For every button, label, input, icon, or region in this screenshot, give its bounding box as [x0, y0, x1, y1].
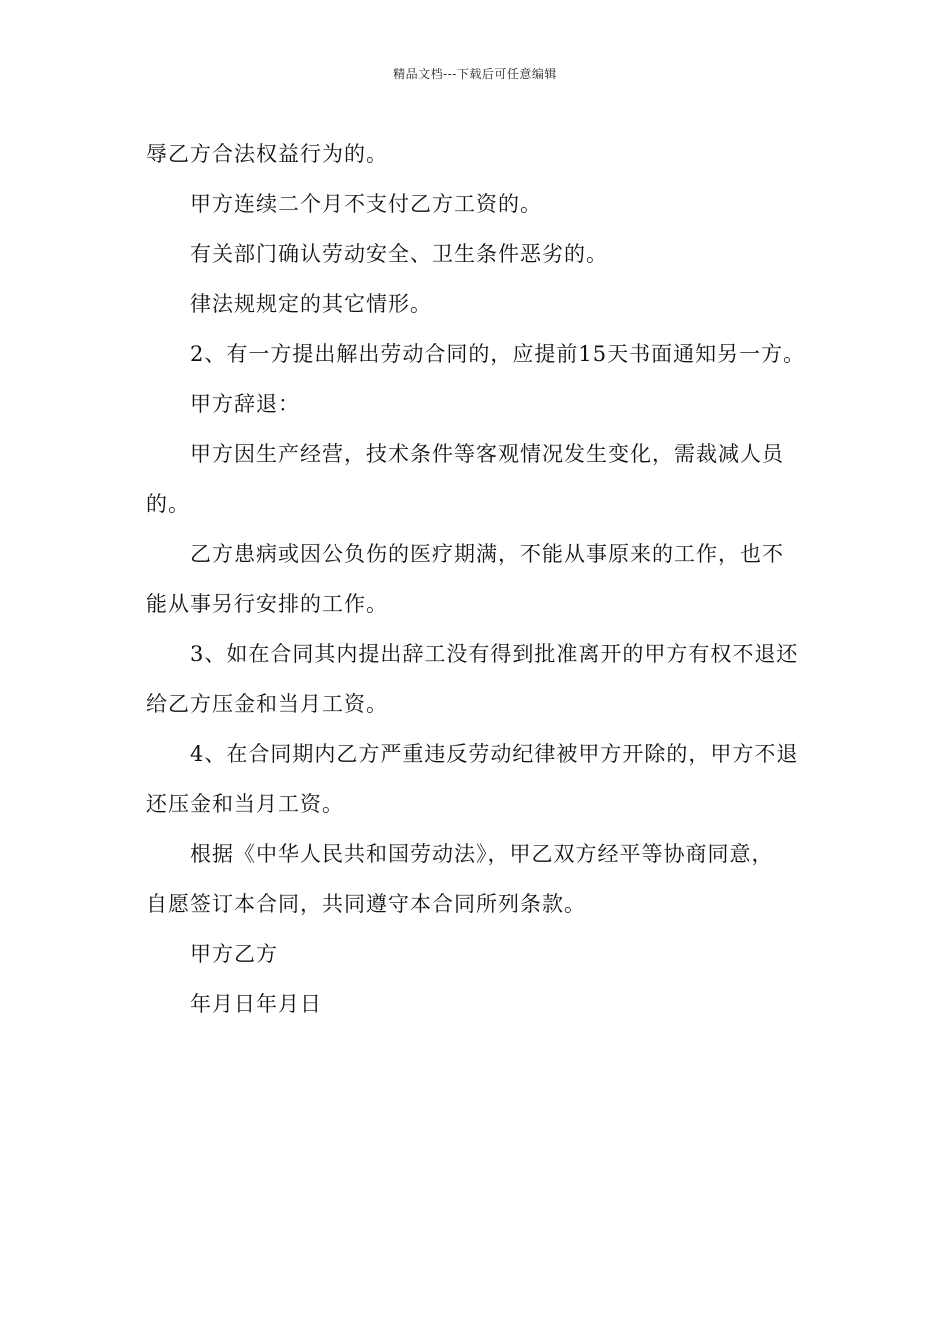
document-body [146, 129, 806, 1029]
text-line: 根据《中华人民共和国劳动法》，甲乙双方经平等协商同意， [190, 842, 774, 866]
signature-parties: 甲方乙方 [190, 942, 278, 966]
text-line: 的。 [146, 492, 190, 516]
text-line: 甲方连续二个月不支付乙方工资的。 [190, 192, 542, 216]
text-line: 甲方因生产经营，技术条件等客观情况发生变化，需裁减人员 [190, 442, 784, 466]
text-line: 律法规规定的其它情形。 [190, 292, 432, 316]
text-line: 3、如在合同其内提出辞工没有得到批准离开的甲方有权不退还 [190, 642, 799, 666]
text-line: 给乙方压金和当月工资。 [146, 692, 388, 716]
text-line: 有关部门确认劳动安全、卫生条件恶劣的。 [190, 242, 608, 266]
text-line: 还压金和当月工资。 [146, 792, 344, 816]
page-header: 精品文档---下载后可任意编辑 [393, 67, 557, 81]
text-line: 甲方辞退： [190, 392, 300, 416]
text-line: 能从事另行安排的工作。 [146, 592, 388, 616]
text-line: 乙方患病或因公负伤的医疗期满，不能从事原来的工作，也不 [190, 542, 784, 566]
signature-dates: 年月日年月日 [190, 992, 322, 1016]
text-line: 辱乙方合法权益行为的。 [146, 142, 388, 166]
text-line: 自愿签订本合同，共同遵守本合同所列条款。 [146, 892, 586, 916]
text-line: 2、有一方提出解出劳动合同的，应提前15天书面通知另一方。 [190, 342, 806, 366]
text-line: 4、在合同期内乙方严重违反劳动纪律被甲方开除的，甲方不退 [190, 742, 799, 766]
